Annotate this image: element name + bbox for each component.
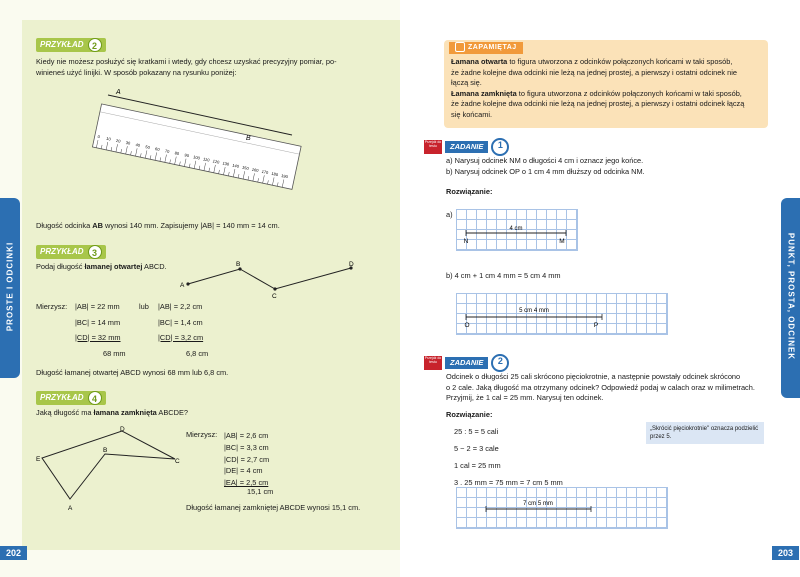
point-o-label: O	[464, 322, 470, 329]
example-2-text	[36, 57, 396, 78]
task-2-header	[424, 354, 509, 372]
example-2-number: 2	[88, 38, 102, 52]
point-m-label: M	[559, 238, 565, 245]
task-2-line3: Przyjmij, że 1 cal = 25 mm. Narysuj ten odcinek.	[446, 393, 604, 402]
example-4-measures-label: Mierzysz:	[186, 430, 218, 439]
ruler-number: 20	[115, 137, 122, 144]
example-3-mm-row: |AB| = 22 mm	[75, 302, 120, 311]
page-number-left: 202	[0, 546, 27, 560]
polyline-abcd	[188, 268, 351, 289]
ruler-number: 50	[144, 144, 151, 150]
example-4-badge	[36, 391, 106, 405]
example-2-badge	[36, 38, 106, 52]
ruler-number: 0	[97, 133, 101, 140]
ruler-number: 30	[125, 139, 131, 146]
example-2-text-line2: winieneś użyć linijki. W sposób pokazany na rysunku poniżej:	[36, 67, 237, 77]
example-2-conclusion	[36, 221, 280, 232]
task-2-text	[446, 372, 776, 404]
example-3-or-word: lub	[139, 302, 149, 311]
example-3-question-pre: Podaj długość	[36, 262, 85, 271]
ruler-number: 10	[105, 135, 112, 142]
example-3-mm-column	[75, 302, 121, 349]
task-1-test-badge[interactable]: Przejdź do testu	[424, 140, 442, 154]
task-2-calc: 25 : 5 = 5 cali	[454, 427, 499, 436]
remember-p1-bold: Łamana otwarta	[451, 57, 508, 66]
example-3-number: 3	[88, 245, 102, 259]
ruler-number: 80	[174, 150, 180, 157]
example-3-cm-column	[158, 302, 203, 349]
example-3-badge	[36, 245, 106, 259]
ruler-number: 60	[154, 146, 161, 152]
example-4-conclusion: Długość łamanej zamkniętej ABCDE wynosi 15,1 cm.	[186, 503, 361, 512]
example-4-row: |BC| = 3,3 cm	[224, 442, 269, 452]
task-2-line2: o 2 cale. Jaką długość ma otrzymany odcinek? Odpowiedź podaj w calach oraz w milimetrach.	[446, 382, 755, 392]
remember-p2-line3: się końcami.	[451, 109, 493, 119]
remember-label: ZAPAMIĘTAJ	[468, 44, 517, 51]
ruler-number: 110	[202, 156, 210, 163]
ruler-number: 90	[184, 152, 190, 159]
example-2-conclusion-pre: Długość odcinka	[36, 221, 93, 230]
ruler-number: 150	[241, 164, 250, 171]
example-3-mm-row: |CD| = 32 mm	[75, 333, 121, 342]
example-3-mm-total: 68 mm	[103, 349, 126, 358]
task-2-test-badge[interactable]: Przejdź do testu	[424, 356, 442, 370]
example-4-label: PRZYKŁAD	[40, 393, 84, 402]
ruler-number: 130	[222, 160, 230, 167]
example-3-question	[36, 262, 167, 273]
task-2-calc: 5 − 2 = 3 cale	[454, 444, 499, 453]
task-2-calculations	[454, 423, 563, 491]
ruler-number: 170	[261, 168, 269, 176]
example-2-label: PRZYKŁAD	[40, 40, 84, 49]
side-tab-left-label: PROSTE I ODCINKI	[5, 241, 15, 332]
ruler-number: 190	[280, 172, 289, 180]
example-3-question-bold: łamanej otwartej	[84, 262, 143, 271]
polygon-abcde	[42, 431, 175, 499]
task-2-number: 2	[491, 354, 509, 372]
remember-p2-bold: Łamana zamknięta	[451, 88, 517, 98]
example-3-cm-row: |CD| = 3,2 cm	[158, 333, 204, 342]
point-e-label: E	[36, 456, 41, 463]
task-1-number: 1	[491, 138, 509, 156]
task-1-solution-label: Rozwiązanie:	[446, 187, 493, 196]
task-2-solution-label: Rozwiązanie:	[446, 410, 493, 419]
point-a	[186, 282, 189, 285]
open-polyline-abcd	[176, 258, 366, 302]
ruler-number: 120	[212, 158, 220, 165]
brain-icon	[455, 42, 465, 52]
task-1-part-b-text: b) 4 cm + 1 cm 4 mm = 5 cm 4 mm	[446, 271, 561, 280]
example-2-conclusion-bold: AB	[92, 221, 103, 230]
example-3-cm-row: |BC| = 1,4 cm	[158, 317, 203, 327]
segment-op-drawing	[456, 293, 668, 335]
segment-nm-length: 4 cm	[509, 226, 523, 232]
example-4-row: |DE| = 4 cm	[224, 466, 263, 476]
point-b-label: B	[103, 447, 108, 454]
example-4-question-pre: Jaką długość ma	[36, 408, 94, 417]
ruler-number: 100	[192, 154, 201, 161]
remember-p1-rest: to figura utworzona z odcinków połączonych końcami w taki sposób,	[507, 57, 733, 66]
remember-p2-rest: to figura utworzona z odcinków połączonych końcami w taki sposób,	[516, 88, 742, 98]
ruler-number: 180	[271, 170, 279, 178]
side-tab-left	[0, 198, 20, 378]
point-p-label: P	[593, 322, 599, 329]
point-d-label: D	[120, 426, 125, 433]
task-2-hint-note: „Skrócić pięciokrotnie" oznacza podzielić przez 5.	[646, 422, 764, 444]
example-3-question-post: ABCD.	[142, 262, 167, 271]
task-2-label: ZADANIE	[445, 357, 488, 369]
example-4-number: 4	[88, 391, 102, 405]
example-4-row: |CD| = 2,7 cm	[224, 454, 270, 464]
segment-op-length: 5 cm 4 mm	[519, 308, 549, 314]
task-1-part-a-label: a)	[446, 210, 453, 219]
ruler-number: 160	[251, 166, 260, 173]
ruler-point-a-label: A	[116, 89, 121, 96]
task-1-item-b: b) Narysuj odcinek OP o 1 cm 4 mm dłuższy od odcinka NM.	[446, 166, 645, 176]
ruler-illustration	[92, 82, 307, 194]
example-4-question-post: ABCDE?	[156, 408, 188, 417]
closed-polyline-abcde	[34, 423, 184, 513]
ruler-number: 140	[231, 162, 240, 169]
example-2-conclusion-post: wynosi 140 mm. Zapisujemy |AB| = 140 mm = 14 cm.	[102, 221, 280, 230]
example-3-cm-total: 6,8 cm	[186, 349, 209, 358]
point-b-label: B	[236, 261, 241, 268]
ruler-point-b-label: B	[246, 135, 251, 142]
task-2-line1: Odcinek o długości 25 cali skrócono pięciokrotnie, a następnie powstały odcinek skrócono	[446, 372, 741, 381]
page-number-right: 203	[772, 546, 799, 560]
example-4-question-bold: łamana zamknięta	[93, 408, 157, 417]
task-1-header	[424, 138, 509, 156]
example-3-mm-row: |BC| = 14 mm	[75, 317, 121, 327]
remember-header	[449, 42, 523, 54]
point-c	[273, 287, 276, 290]
task-2-calc: 3 . 25 mm = 75 mm = 7 cm 5 mm	[454, 478, 563, 487]
point-d-label: D	[349, 261, 354, 268]
task-2-calc: 1 cal = 25 mm	[454, 461, 501, 470]
segment-75mm-length: 7 cm 5 mm	[523, 501, 553, 507]
example-3-label: PRZYKŁAD	[40, 247, 84, 256]
side-tab-right	[781, 198, 800, 398]
segment-nm-drawing	[456, 209, 578, 251]
example-4-row: |AB| = 2,6 cm	[224, 431, 269, 440]
point-a-label: A	[68, 505, 73, 512]
example-4-rows	[224, 430, 269, 489]
example-2-text-line1: Kiedy nie możesz posłużyć się kratkami i wtedy, gdy chcesz uzyskać precyzyjny pomiar, po-	[36, 57, 337, 66]
example-3-cm-row: |AB| = 2,2 cm	[158, 302, 203, 311]
remember-p1-line2: że żadne kolejne dwa odcinki nie leżą na jednej prostej, a pierwszy i ostatni odcinek nie	[451, 67, 737, 77]
example-4-total: 15,1 cm	[247, 487, 274, 496]
ruler-number: 70	[164, 148, 170, 155]
task-1-items	[446, 156, 645, 177]
example-4-question	[36, 408, 188, 419]
remember-text	[451, 57, 767, 120]
side-tab-right-label: PUNKT, PROSTA, ODCINEK	[786, 232, 796, 361]
point-c-label: C	[175, 458, 180, 465]
segment-75mm-drawing	[456, 487, 668, 529]
remember-p1-line3: łączą się.	[451, 78, 482, 87]
point-c-label: C	[272, 293, 277, 300]
ruler-number: 40	[135, 141, 141, 148]
example-3-conclusion: Długość łamanej otwartej ABCD wynosi 68 mm lub 6,8 cm.	[36, 368, 229, 377]
example-4-row: |EA| = 2,5 cm	[224, 478, 269, 488]
point-a-label: A	[180, 282, 185, 289]
point-n-label: N	[463, 238, 469, 245]
task-1-label: ZADANIE	[445, 141, 488, 153]
task-1-item-a: a) Narysuj odcinek NM o długości 4 cm i oznacz jego końce.	[446, 156, 644, 165]
remember-p2-line2: że żadne kolejne dwa odcinki nie leżą na jednej prostej, a pierwszy i ostatni odcinek łączą	[451, 99, 745, 108]
example-3-measures-label: Mierzysz:	[36, 302, 68, 311]
